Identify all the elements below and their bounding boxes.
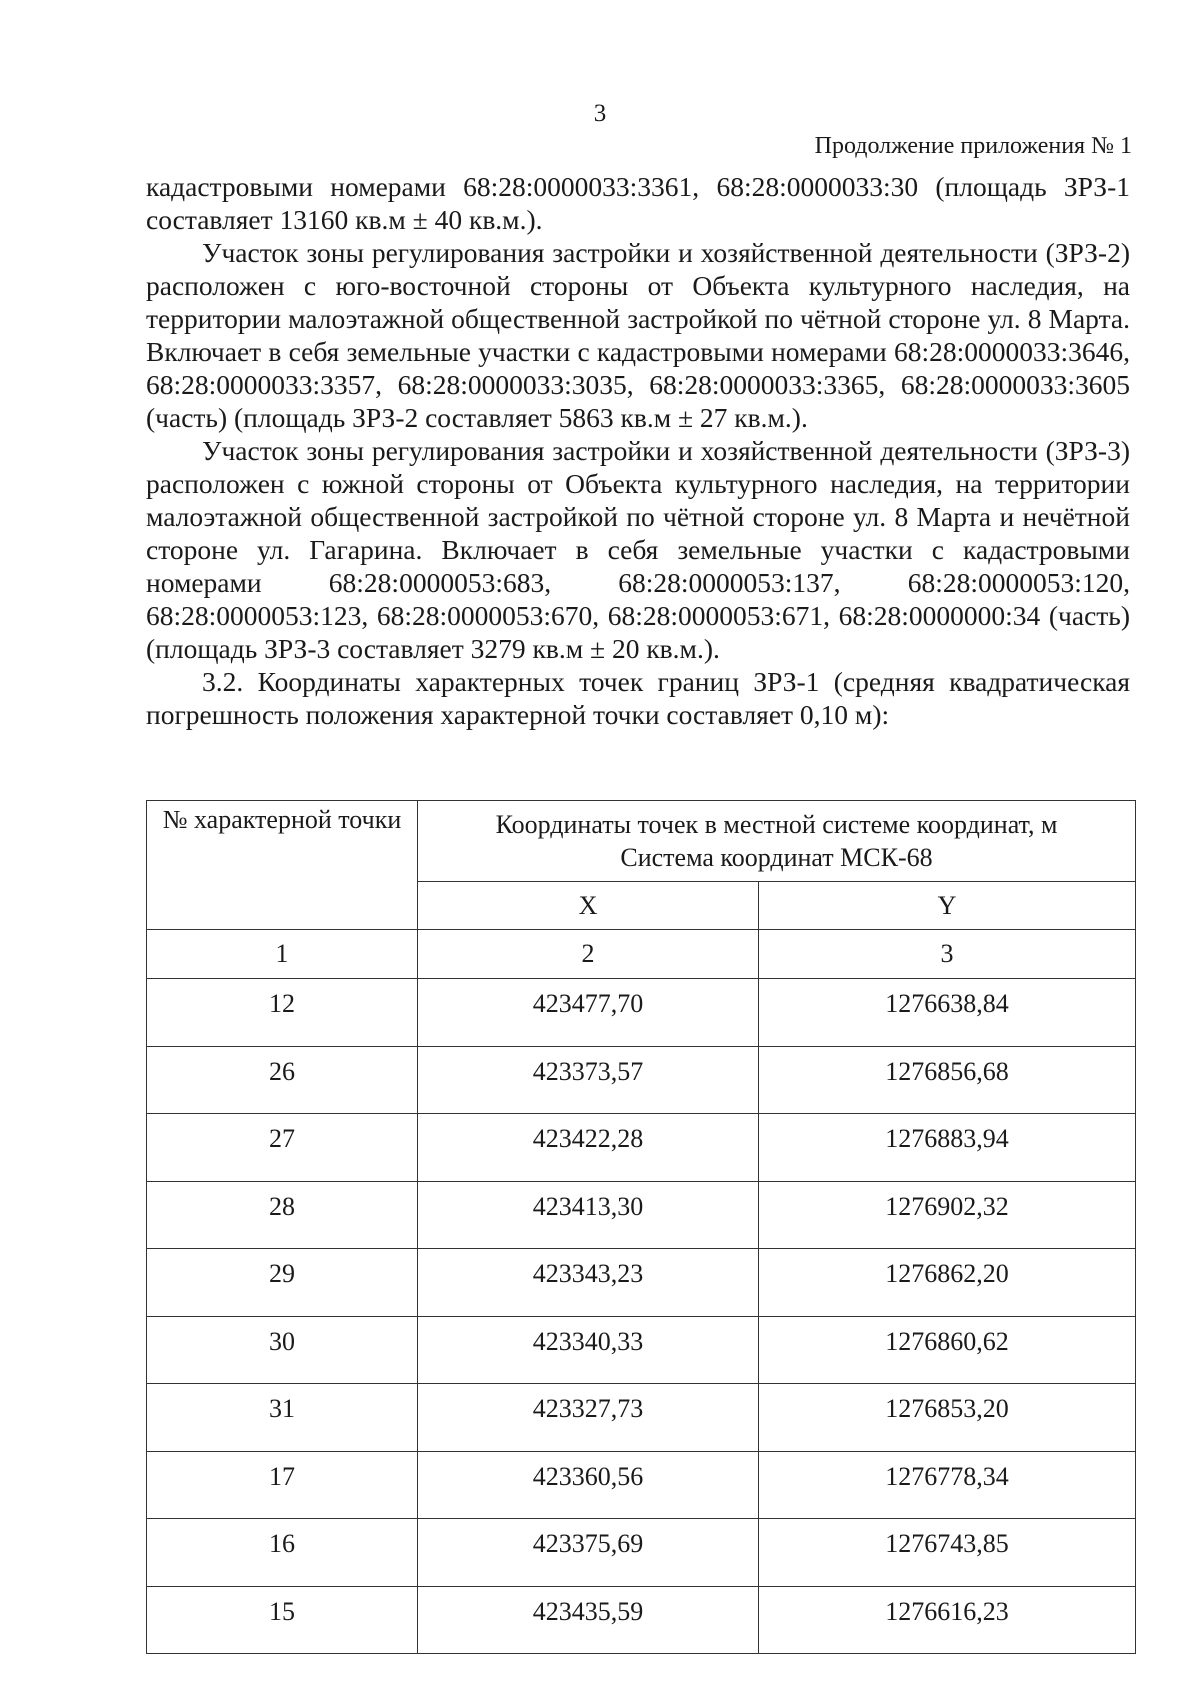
cell-y: 1276638,84 bbox=[759, 979, 1136, 1047]
cell-point: 30 bbox=[147, 1316, 418, 1384]
paragraph-section-3-2: 3.2. Координаты характерных точек границ ЗРЗ-1 (средняя квадратическая погрешность положения характерной точки составляет 0,10 м): bbox=[146, 666, 1130, 730]
cell-x: 423422,28 bbox=[418, 1114, 759, 1182]
cell-x: 423413,30 bbox=[418, 1181, 759, 1249]
cell-point: 12 bbox=[147, 979, 418, 1047]
header-point-number-label: № характерной точки bbox=[162, 805, 402, 834]
column-number-2: 2 bbox=[418, 930, 759, 979]
cell-point: 26 bbox=[147, 1046, 418, 1114]
paragraph-zrz2: Участок зоны регулирования застройки и хозяйственной деятельности (ЗРЗ-2) расположен с юго-восточной стороны от Объекта культурного наследия, на территории малоэтажной общественной застройкой по чётной стороне ул. 8 Марта. Включает в себя земельные участки с кадастровыми номерами 68:28:0000033:3646, 68:28:0000033:3357, 68:28:0000033:3035, 68:28:0000033:3365, 68:28:0000033:3605 (часть) (площадь ЗРЗ-2 составляет 5863 кв.м ± 27 кв.м.). bbox=[146, 237, 1130, 433]
cell-point: 29 bbox=[147, 1249, 418, 1317]
column-number-1: 1 bbox=[147, 930, 418, 979]
cell-x: 423375,69 bbox=[418, 1519, 759, 1587]
cell-y: 1276778,34 bbox=[759, 1451, 1136, 1519]
table-row bbox=[147, 1249, 1136, 1317]
header-coordinates-line2: Система координат МСК-68 bbox=[620, 843, 933, 872]
table-row bbox=[147, 1586, 1136, 1654]
table-row bbox=[147, 1114, 1136, 1182]
cell-y: 1276860,62 bbox=[759, 1316, 1136, 1384]
paragraph-zrz1-end: кадастровыми номерами 68:28:0000033:3361, 68:28:0000033:30 (площадь ЗРЗ-1 составляет 13160 кв.м ± 40 кв.м.). bbox=[146, 171, 1130, 235]
cell-x: 423373,57 bbox=[418, 1046, 759, 1114]
table-row bbox=[147, 1519, 1136, 1587]
cell-x: 423435,59 bbox=[418, 1586, 759, 1654]
cell-point: 16 bbox=[147, 1519, 418, 1587]
cell-point: 15 bbox=[147, 1586, 418, 1654]
cell-y: 1276856,68 bbox=[759, 1046, 1136, 1114]
column-number-3: 3 bbox=[759, 930, 1136, 979]
cell-y: 1276616,23 bbox=[759, 1586, 1136, 1654]
page-number: 3 bbox=[593, 100, 607, 127]
header-point-number bbox=[147, 801, 418, 930]
cell-y: 1276743,85 bbox=[759, 1519, 1136, 1587]
coordinates-table bbox=[146, 800, 1136, 1654]
cell-x: 423360,56 bbox=[418, 1451, 759, 1519]
cell-point: 31 bbox=[147, 1384, 418, 1452]
cell-point: 27 bbox=[147, 1114, 418, 1182]
cell-x: 423327,73 bbox=[418, 1384, 759, 1452]
cell-x: 423477,70 bbox=[418, 979, 759, 1047]
cell-y: 1276883,94 bbox=[759, 1114, 1136, 1182]
document-body bbox=[146, 170, 1130, 731]
table-row bbox=[147, 979, 1136, 1047]
header-y: Y bbox=[759, 882, 1136, 930]
table-row bbox=[147, 1384, 1136, 1452]
table-row bbox=[147, 1181, 1136, 1249]
cell-point: 28 bbox=[147, 1181, 418, 1249]
header-x: X bbox=[418, 882, 759, 930]
cell-x: 423340,33 bbox=[418, 1316, 759, 1384]
cell-point: 17 bbox=[147, 1451, 418, 1519]
continuation-label: Продолжение приложения № 1 bbox=[814, 133, 1132, 159]
table-row bbox=[147, 1046, 1136, 1114]
table-row bbox=[147, 1451, 1136, 1519]
header-coordinates-line1: Координаты точек в местной системе координат, м bbox=[495, 810, 1058, 839]
cell-y: 1276902,32 bbox=[759, 1181, 1136, 1249]
header-coordinates bbox=[418, 801, 1136, 882]
cell-y: 1276853,20 bbox=[759, 1384, 1136, 1452]
cell-y: 1276862,20 bbox=[759, 1249, 1136, 1317]
table-row bbox=[147, 1316, 1136, 1384]
cell-x: 423343,23 bbox=[418, 1249, 759, 1317]
paragraph-zrz3: Участок зоны регулирования застройки и хозяйственной деятельности (ЗРЗ-3) расположен с южной стороны от Объекта культурного наследия, на территории малоэтажной общественной застройкой по чётной стороне ул. 8 Марта и нечётной стороне ул. Гагарина. Включает в себя земельные участки с кадастровыми номерами 68:28:0000053:683, 68:28:0000053:137, 68:28:0000053:120, 68:28:0000053:123, 68:28:0000053:670, 68:28:0000053:671, 68:28:0000000:34 (часть) (площадь ЗРЗ-3 составляет 3279 кв.м ± 20 кв.м.). bbox=[146, 435, 1130, 664]
